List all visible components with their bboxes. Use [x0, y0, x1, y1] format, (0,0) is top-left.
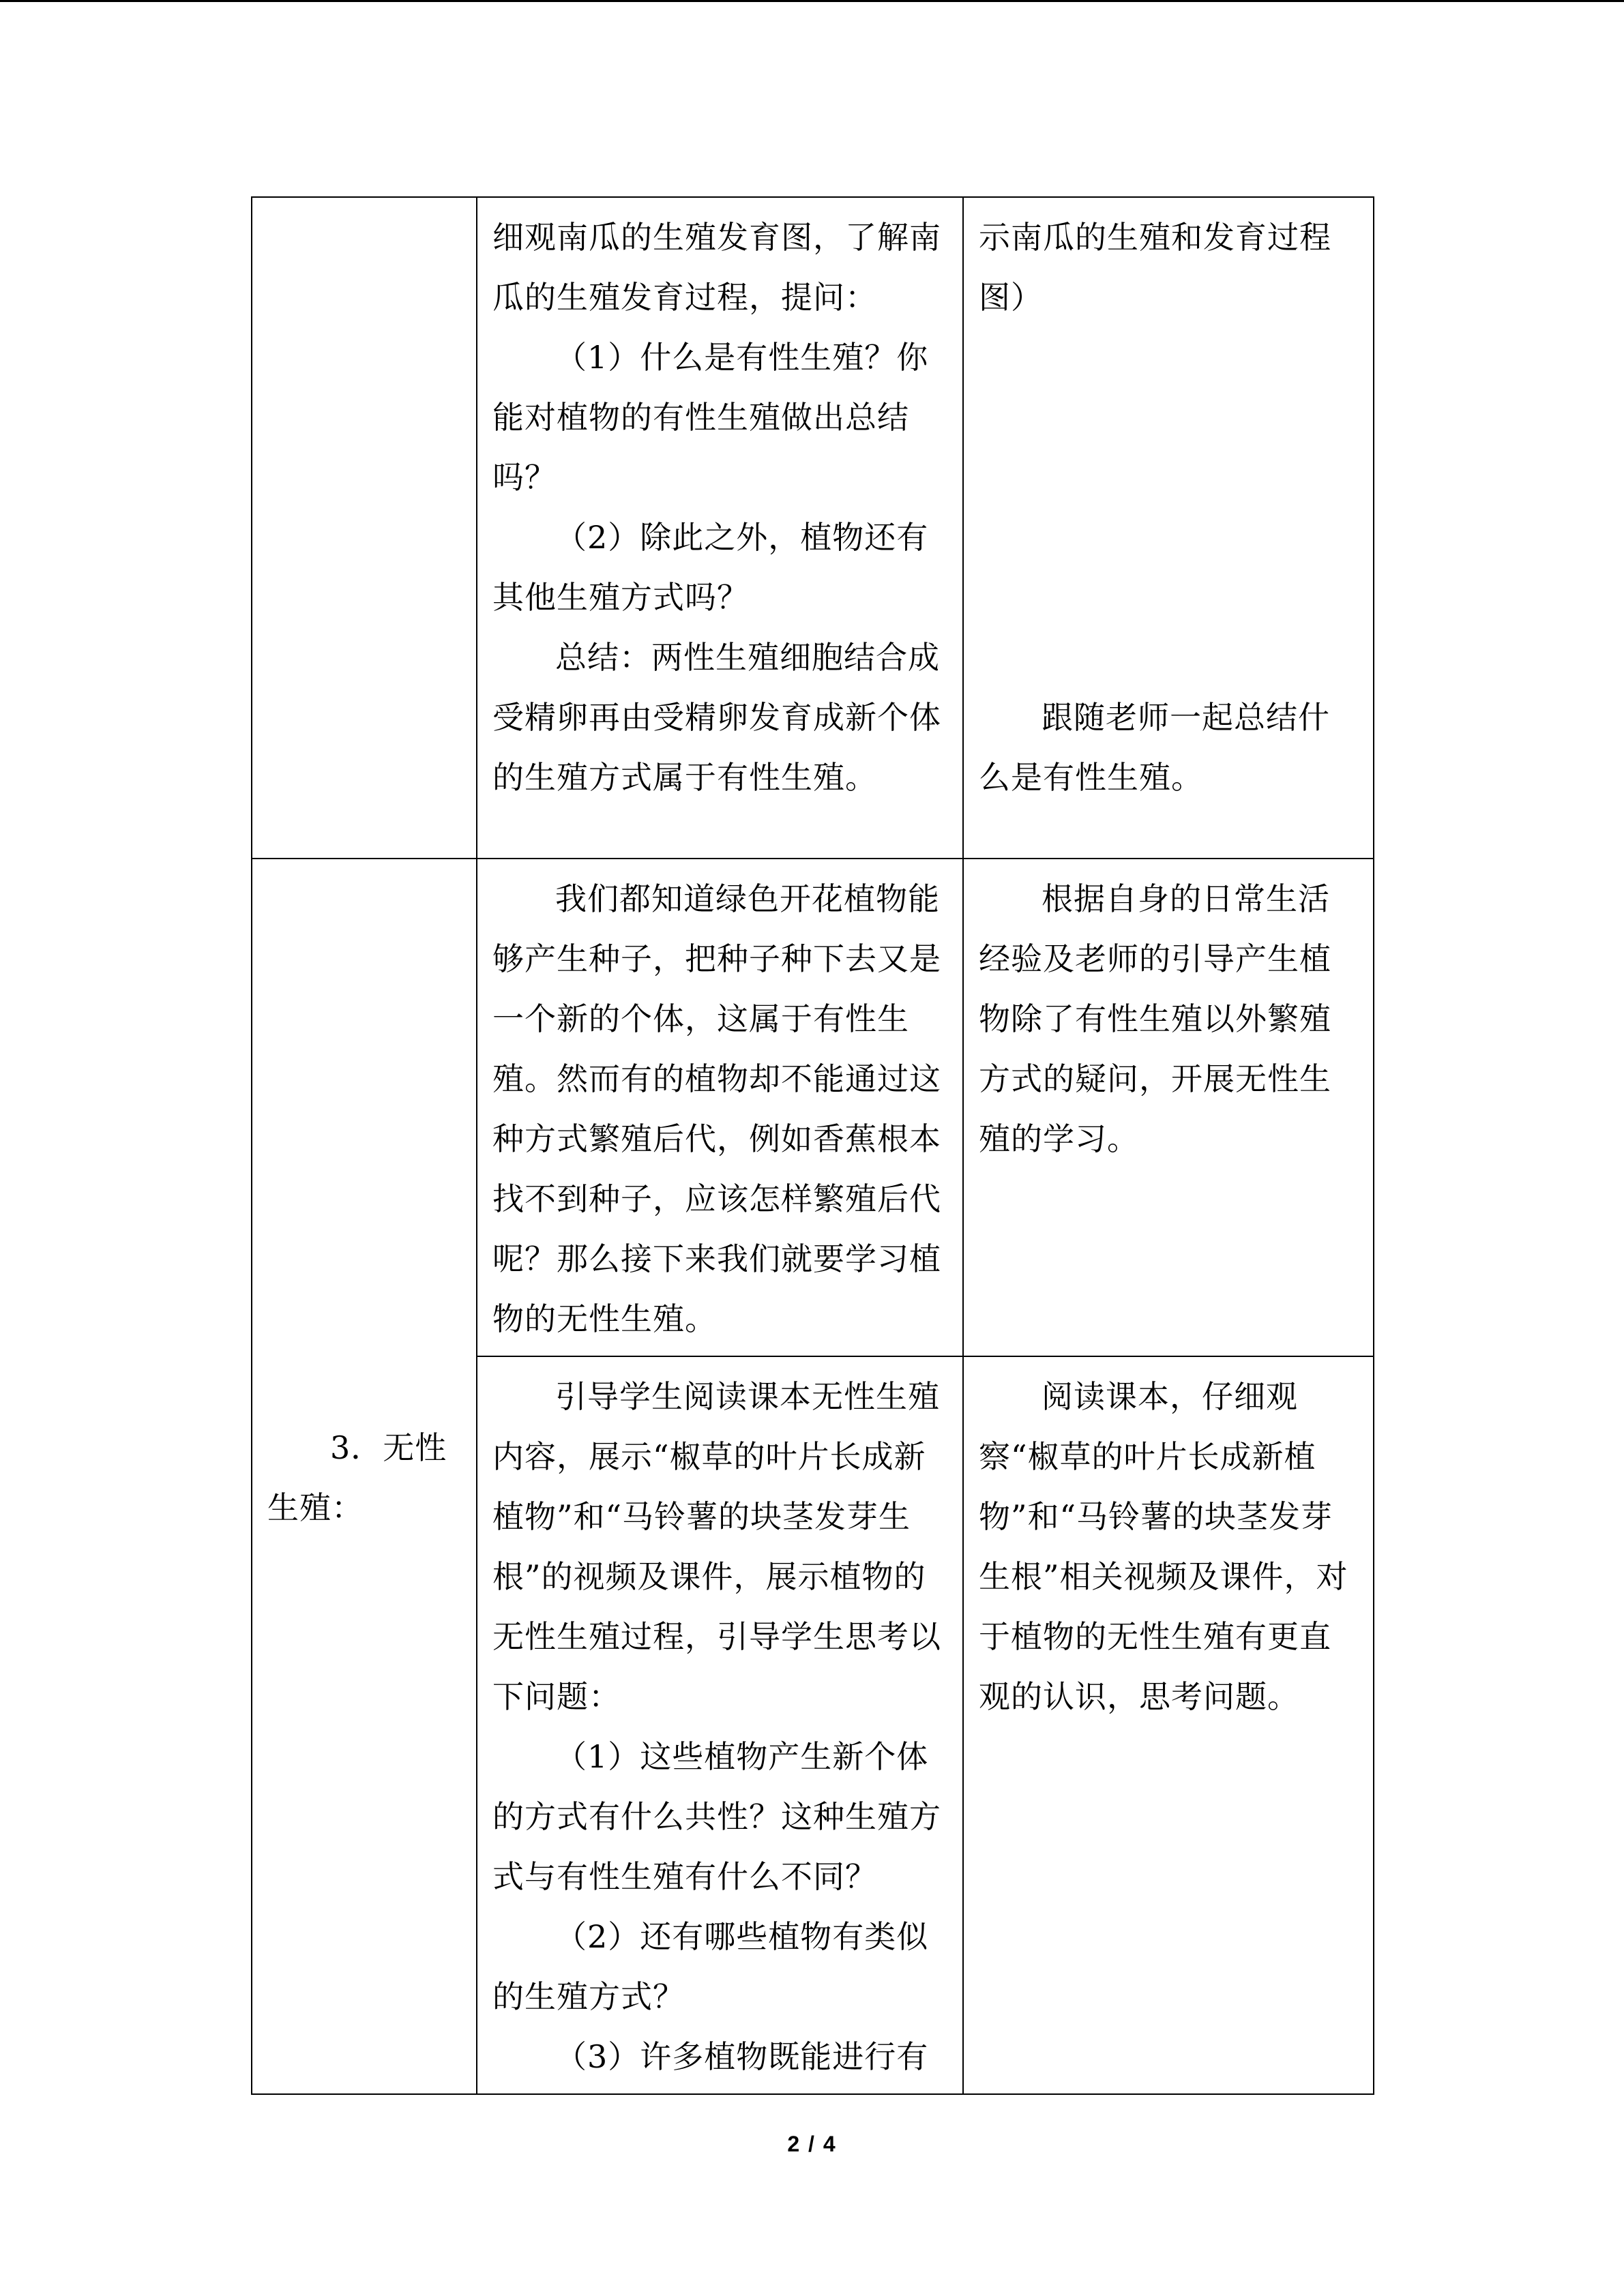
- teacher-activity-cell: [477, 859, 963, 1356]
- student-activity-cell: [963, 197, 1374, 859]
- section-label-cell: [252, 197, 477, 859]
- cell-spacer: [979, 327, 1358, 687]
- page-number: 2 / 4: [787, 2132, 837, 2156]
- teacher-activity-cell: [477, 197, 963, 859]
- teacher-paragraph: 我们都知道绿色开花植物能够产生种子，把种子种下去又是一个新的个体，这属于有性生殖。然而有的植物却不能通过这种方式繁殖后代，例如香蕉根本找不到种子，应该怎样繁殖后代呢？那么接下来我们就要学习植物的无性生殖。: [492, 880, 941, 1337]
- section-label: 3．无性生殖：: [267, 1429, 447, 1526]
- student-paragraph: 根据自身的日常生活经验及老师的引导产生植物除了有性生殖以外繁殖方式的疑问，开展无性生殖的学习。: [979, 880, 1331, 1157]
- section-label-cell: [252, 859, 477, 2094]
- student-paragraph: 跟随老师一起总结什么是有性生殖。: [979, 699, 1330, 796]
- teacher-paragraph: （3）许多植物既能进行有: [555, 2038, 929, 2075]
- teacher-paragraph: 总结：两性生殖细胞结合成受精卵再由受精卵发育成新个体的生殖方式属于有性生殖。: [492, 639, 941, 796]
- teacher-paragraph: 细观南瓜的生殖发育图，了解南瓜的生殖发育过程，提问：: [492, 219, 941, 316]
- table-row: [252, 859, 1374, 1356]
- student-paragraph: 阅读课本，仔细观察“椒草的叶片长成新植物”和“马铃薯的块茎发芽生根”相关视频及课件，对于植物的无性生殖有更直观的认识，思考问题。: [979, 1378, 1348, 1715]
- lesson-plan-table: [251, 196, 1374, 2095]
- teacher-paragraph: 引导学生阅读课本无性生殖内容，展示“椒草的叶片长成新植物”和“马铃薯的块茎发芽生根”的视频及课件，展示植物的无性生殖过程，引导学生思考以下问题：: [492, 1378, 941, 1715]
- teacher-paragraph: （2）除此之外，植物还有其他生殖方式吗？: [492, 519, 929, 616]
- teacher-paragraph: （2）还有哪些植物有类似的生殖方式？: [492, 1918, 929, 2015]
- student-paragraph: 示南瓜的生殖和发育过程图）: [979, 219, 1331, 316]
- student-activity-cell: [963, 859, 1374, 1356]
- student-activity-cell: [963, 1356, 1374, 2094]
- teacher-activity-cell: [477, 1356, 963, 2094]
- teacher-paragraph: （1）这些植物产生新个体的方式有什么共性？这种生殖方式与有性生殖有什么不同？: [492, 1738, 941, 1895]
- teacher-paragraph: （1）什么是有性生殖？你能对植物的有性生殖做出总结吗？: [492, 339, 929, 496]
- top-border-line: [0, 0, 1624, 2]
- table-row: [252, 197, 1374, 859]
